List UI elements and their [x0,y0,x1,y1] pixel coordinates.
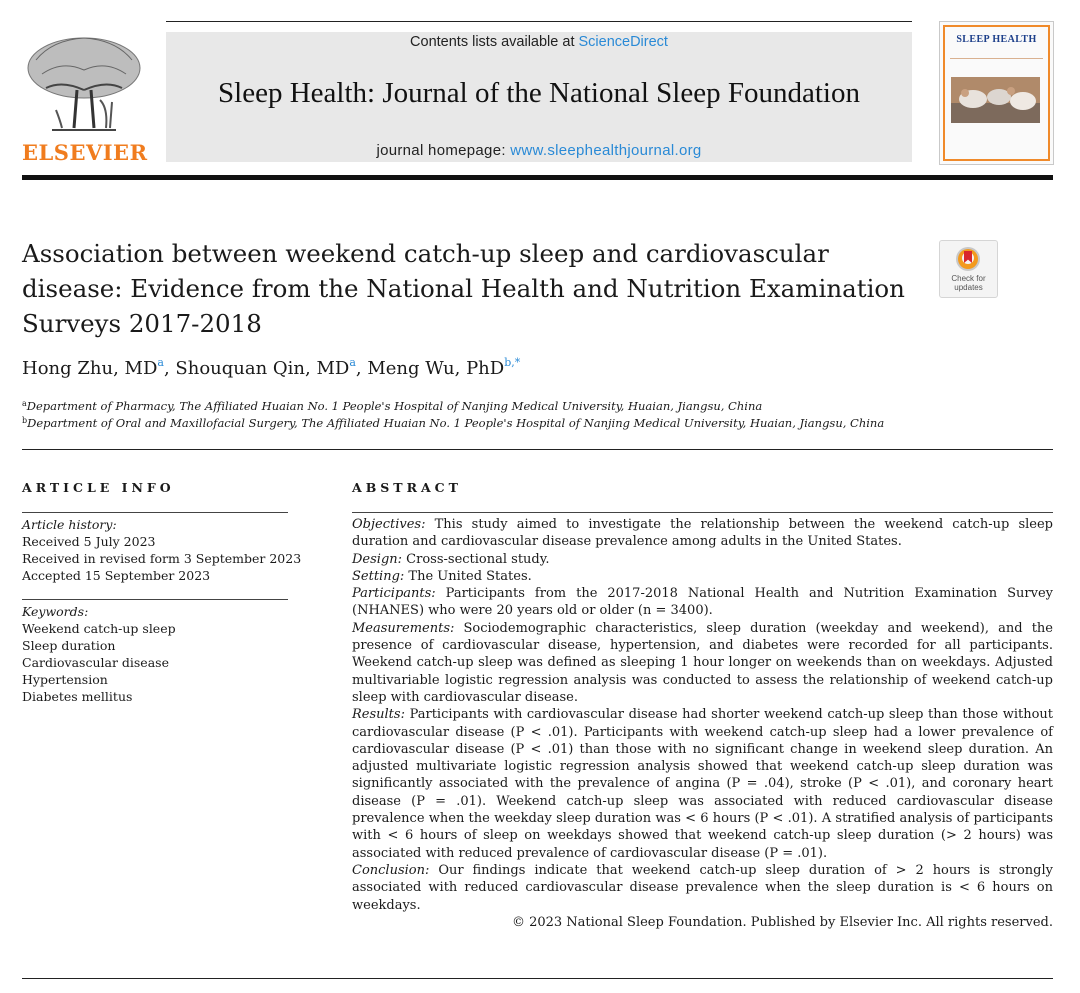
article-history [22,516,302,584]
journal-banner [166,32,912,162]
abstract-results: Results: Participants with cardiovascular disease had shorter weekend catch-up sleep than those without cardiovascular disease (P < .01). Participants with weekend catch-up sleep had a lower prevalence of cardiovascular disease (P < .01) than those with no significant change in weekend sleep duration. An adjusted multivariate logistic regression analysis showed that weekend catch-up sleep duration was significantly associated with the prevalence of angina (P = .04), stroke (P < .01), and coronary heart disease (P = .01). Weekend catch-up sleep was associated with reduced cardiovascular disease prevalence when the weekday sleep duration was < 6 hours (P < .01). A stratified analysis of participants with < 6 hours of sleep on weekdays showed that weekend catch-up sleep duration (> 2 hours) was associated with reduced prevalence of cardiovascular disease (P = .01). [352,707,1053,861]
journal-cover-thumbnail[interactable] [939,21,1054,165]
keyword-item: Weekend catch-up sleep [22,621,176,636]
keyword-item: Sleep duration [22,638,116,653]
journal-homepage-link[interactable]: www.sleephealthjournal.org [510,142,702,159]
author-name[interactable]: Hong Zhu, MD [22,358,158,379]
history-revised: Received in revised form 3 September 2023 [22,551,302,566]
author-name[interactable]: Shouquan Qin, MD [175,358,350,379]
keywords-label: Keywords: [22,604,89,619]
author-affiliation-marker[interactable]: b,* [504,356,521,369]
section-divider [22,449,1053,450]
keyword-item: Diabetes mellitus [22,689,133,704]
article-info-heading: ARTICLE INFO [22,480,175,495]
history-accepted: Accepted 15 September 2023 [22,568,211,583]
abstract-design: Design: Cross-sectional study. [352,551,550,567]
author-list: Hong Zhu, $MD^a$, Shouquan Qin, $MD^a$, Meng Wu, PhD$^{b,*}$ [22,356,521,379]
keywords-rule [22,599,288,600]
cover-title: SLEEP HEALTH [956,34,1037,45]
journal-title: Sleep Health: Journal of the National Sleep Foundation [218,77,860,109]
check-for-updates-label: Check for updates [951,274,986,292]
author-name[interactable]: Meng Wu, PhD [367,358,505,379]
abstract-conclusion: Conclusion: Our findings indicate that weekend catch-up sleep duration of > 2 hours is strongly associated with reduced cardiovascular disease prevalence when the sleep duration is < 6 hours on weekdays. [352,862,1053,913]
history-received: Received 5 July 2023 [22,534,156,549]
article-title: Association between weekend catch-up sleep and cardiovascular disease: Evidence from the National Health and Nutrition Examination Surveys 2017-2018 [22,239,905,338]
sciencedirect-link[interactable]: ScienceDirect [578,34,668,50]
affiliation-b: $^b$Department of Oral and Maxillofacial Surgery, The Affiliated Huaian No. 1 People's Hospital of Nanjing Medical University, Huaian, Jiangsu, China [22,416,885,430]
author-affiliation-marker[interactable]: a [349,356,356,369]
author-affiliation-marker[interactable]: a [157,356,164,369]
abstract-rule [352,512,1053,513]
crossmark-icon [956,247,980,271]
article-info-rule [22,512,288,513]
abstract-body [352,516,1053,931]
keywords [22,603,302,705]
copyright-notice: © 2023 National Sleep Foundation. Published by Elsevier Inc. All rights reserved. [511,914,1053,930]
publisher-wordmark: ELSEVIER [22,140,148,165]
footer-rule [22,978,1053,979]
abstract-participants: Participants: Participants from the 2017-2018 National Health and Nutrition Examination Survey (NHANES) who were 20 years old or older (n = 3400). [352,586,1053,619]
keyword-item: Cardiovascular disease [22,655,169,670]
affiliation-a: $^a$Department of Pharmacy, The Affiliated Huaian No. 1 People's Hospital of Nanjing Medical University, Huaian, Jiangsu, China [22,399,763,413]
abstract-heading: ABSTRACT [352,480,462,495]
homepage-line: journal homepage: www.sleephealthjournal.org [376,142,702,159]
check-for-updates-button[interactable] [939,240,998,298]
contents-line: Contents lists available at ScienceDirect [410,34,668,50]
abstract-objectives: Objectives: This study aimed to investigate the relationship between the weekend catch-up sleep duration and cardiovascular disease prevalence among adults in the United States. [352,517,1053,550]
header-thick-rule [22,175,1053,180]
keyword-item: Hypertension [22,672,108,687]
header-top-rule [166,21,912,22]
abstract-setting: Setting: The United States. [352,568,532,584]
abstract-measurements: Measurements: Sociodemographic characteristics, sleep duration (weekday and weekend), and the presence of cardiovascular disease, hypertension, and diabetes were recorded for all participants. Weekend catch-up sleep was defined as sleeping 1 hour longer on weekends than on weekdays. Adjusted multivariable logistic regression analysis was conducted to assess the relationship of weekend catch-up sleep with cardiovascular disease. [352,620,1054,705]
cover-photo-icon [951,77,1040,123]
cover-divider [950,58,1043,59]
article-history-label: Article history: [22,517,117,532]
